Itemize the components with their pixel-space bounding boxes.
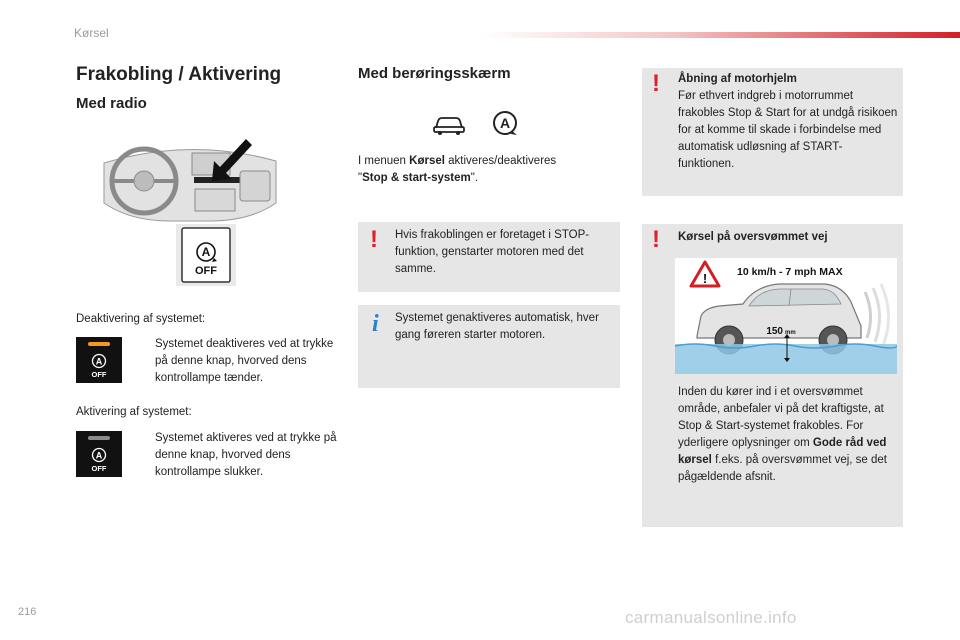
off-button-large (176, 224, 236, 286)
warning-box-restart (358, 222, 620, 292)
page-number: 216 (18, 606, 37, 618)
off-button-small-inactive (76, 431, 122, 477)
activation-heading: Aktivering af systemet: (76, 406, 192, 418)
warning-icon: ! (652, 226, 660, 253)
warning-box-bonnet (642, 68, 903, 196)
reactivation-info-text: Systemet genaktiveres automatisk, hver gang føreren starter motoren. (395, 312, 599, 341)
section-subtitle: Med radio (76, 95, 147, 112)
flooded-road-title: Kørsel på oversvømmet vej (678, 231, 828, 243)
info-box-reactivation (358, 305, 620, 388)
info-icon: i (372, 311, 379, 337)
flooded-road-text: Inden du kører ind i et oversvømmet område, anbefaler vi på det kraftigste, at Stop & Start-systemet frakobles. For yderligere oplysninger om Gode råd ved kørsel f.eks. på oversvømmet vej, se det pågældende afsnit. (678, 386, 888, 483)
car-settings-icon (432, 112, 466, 136)
warning-icon: ! (370, 226, 378, 253)
restart-warning-text: Hvis frakoblingen er foretaget i STOP-funktion, genstarter motoren med det samme. (395, 229, 590, 275)
svg-text:A: A (95, 450, 103, 461)
deactivation-text: Systemet deaktiveres ved at trykke på denne knap, hvorved dens kontrollampe tænder. (155, 338, 334, 384)
section-header: Kørsel (74, 26, 109, 40)
warning-icon: ! (702, 271, 708, 286)
svg-text:OFF: OFF (91, 370, 107, 379)
bonnet-warning-text: Før ethvert indgreb i motorrummet frakobles Stop & Start for at undgå risikoen for at komme til skade i forbindelse med automatisk udløsning af START-funktionen. (678, 90, 898, 170)
touchscreen-title: Med berøringsskærm (358, 65, 511, 82)
svg-text:A: A (499, 115, 511, 131)
deactivation-heading: Deaktivering af systemet: (76, 313, 206, 325)
svg-text:A: A (95, 356, 103, 367)
bonnet-warning (678, 71, 898, 173)
off-button-small-active (76, 337, 122, 383)
watermark: carmanualsonline.info (625, 608, 797, 627)
flooded-road-illustration (675, 258, 897, 374)
page-title: Frakobling / Aktivering (76, 64, 282, 85)
dashboard-illustration (100, 133, 280, 225)
menu-instruction: I menuen Kørsel aktiveres/deaktiveres "Stop & start-system". (358, 155, 557, 184)
bonnet-warning-title: Åbning af motorhjelm (678, 73, 797, 85)
depth-label: 150 (766, 326, 783, 337)
depth-unit: mm (785, 330, 796, 336)
stop-start-icon (490, 108, 520, 138)
activation-text: Systemet aktiveres ved at trykke på denne knap, hvorved dens kontrollampe slukker. (155, 432, 337, 478)
warning-icon: ! (652, 70, 660, 97)
off-button-letter: A (201, 245, 211, 259)
speed-limit-label: 10 km/h - 7 mph MAX (737, 266, 843, 278)
header-accent-bar (480, 32, 960, 38)
off-button-label: OFF (195, 265, 217, 277)
svg-text:OFF: OFF (91, 464, 107, 473)
